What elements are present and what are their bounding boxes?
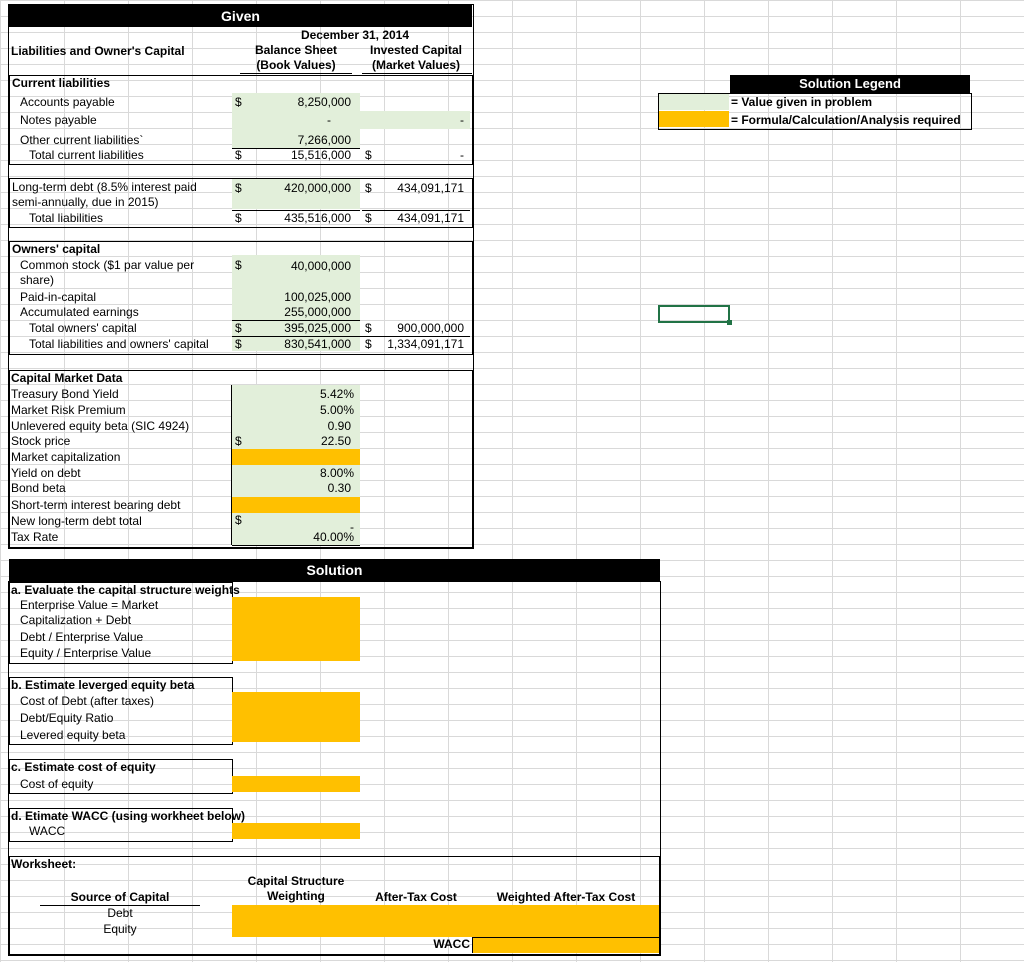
label-yield-on-debt: Yield on debt [11, 466, 81, 480]
col-source-of-capital: Source of Capital [70, 890, 170, 904]
formula-cells-a[interactable] [232, 597, 360, 661]
section-c-heading: c. Estimate cost of equity [11, 760, 156, 774]
formula-cell-market-cap[interactable] [232, 449, 360, 465]
label-total-owners: Total owners' capital [29, 321, 137, 335]
formula-cells-worksheet[interactable] [232, 905, 659, 937]
dollar-nltd: $ [235, 513, 242, 527]
label-new-ltd: New long-term debt total [11, 514, 142, 528]
dollar-ltd: $ [235, 181, 242, 195]
label-notes-payable: Notes payable [20, 113, 97, 127]
value-tlo-market: 1,334,091,171 [387, 337, 464, 351]
col-book-header-1: Balance Sheet [254, 43, 338, 57]
worksheet-wacc-label: WACC [433, 937, 470, 951]
value-ueb: 0.90 [327, 419, 351, 433]
formula-cell-st-debt[interactable] [232, 497, 360, 513]
given-title-bar: Given [9, 5, 472, 27]
label-market-cap: Market capitalization [11, 450, 121, 464]
tax-rate-underline [232, 545, 360, 546]
dollar-toc-market: $ [365, 321, 372, 335]
col-weighted-after-tax-cost: Weighted After-Tax Cost [496, 890, 636, 904]
value-pic-book: 100,025,000 [284, 290, 351, 304]
value-tcl-book: 15,516,000 [290, 148, 351, 162]
label-total-current: Total current liabilities [29, 148, 144, 162]
label-mrp: Market Risk Premium [11, 403, 126, 417]
value-tl-market: 434,091,171 [397, 211, 464, 225]
col-after-tax-cost: After-Tax Cost [375, 890, 457, 904]
label-accounts-payable: Accounts payable [20, 95, 115, 109]
label-other-current: Other current liabilities` [20, 133, 144, 147]
worksheet-heading: Worksheet: [11, 857, 77, 871]
dollar-ap: $ [235, 95, 242, 109]
formula-cell-c[interactable] [232, 776, 360, 792]
label-wacc: WACC [29, 824, 66, 838]
formula-cell-worksheet-wacc[interactable] [472, 937, 659, 953]
section-b-heading: b. Estimate leverged equity beta [11, 678, 195, 692]
dollar-tl-market: $ [365, 211, 372, 225]
col-market-header-1: Invested Capital [369, 43, 463, 57]
label-ueb: Unlevered equity beta (SIC 4924) [11, 419, 190, 433]
value-ltd-book: 420,000,000 [284, 181, 351, 195]
value-tcl-market: - [460, 148, 464, 162]
label-levered-beta: Levered equity beta [20, 728, 126, 742]
formula-cells-b[interactable] [232, 692, 360, 742]
dollar-cs: $ [235, 258, 242, 272]
label-common-stock: Common stock ($1 par value per share) [20, 258, 195, 287]
dollar-tlo: $ [235, 337, 242, 351]
dollar-tlo-market: $ [365, 337, 372, 351]
value-np-book: - [327, 113, 331, 127]
label-debt-ev: Debt / Enterprise Value [20, 630, 144, 644]
label-de-ratio: Debt/Equity Ratio [20, 711, 114, 725]
dollar-toc: $ [235, 321, 242, 335]
formula-cell-d[interactable] [232, 823, 360, 839]
dollar-ltd-market: $ [365, 181, 372, 195]
label-tby: Treasury Bond Yield [11, 387, 119, 401]
col-capital-structure-1: Capital Structure [247, 874, 345, 888]
value-toc-market: 900,000,000 [397, 321, 464, 335]
value-tby: 5.42% [319, 387, 354, 401]
label-accumulated-earnings: Accumulated earnings [20, 305, 139, 319]
current-liabilities-heading: Current liabilities [12, 76, 111, 90]
value-ap-book: 8,250,000 [297, 95, 351, 109]
value-tl-book: 435,516,000 [284, 211, 351, 225]
value-ae-book: 255,000,000 [284, 305, 351, 319]
col-market-header-2: (Market Values) [371, 58, 461, 72]
section-header-liabilities: Liabilities and Owner's Capital [11, 44, 185, 58]
section-d-heading: d. Etimate WACC (using workheet below) [11, 809, 246, 823]
label-enterprise-value: Enterprise Value = Market Capitalization + Debt [20, 598, 159, 627]
value-yield-on-debt: 8.00% [319, 466, 354, 480]
label-equity-ev: Equity / Enterprise Value [20, 646, 152, 660]
value-mrp: 5.00% [319, 403, 354, 417]
legend-swatch-formula [659, 111, 729, 127]
legend-given-text: = Value given in problem [731, 95, 873, 109]
dollar-tcl: $ [235, 148, 242, 162]
label-cost-of-debt: Cost of Debt (after taxes) [20, 694, 155, 708]
value-new-ltd: - [350, 520, 354, 534]
label-total-liabilities: Total liabilities [29, 211, 104, 225]
value-tlo-book: 830,541,000 [284, 337, 351, 351]
value-ltd-market: 434,091,171 [397, 181, 464, 195]
legend-formula-text: = Formula/Calculation/Analysis required [731, 113, 961, 127]
legend-title-bar: Solution Legend [730, 75, 970, 93]
value-stock-price: 22.50 [320, 434, 351, 448]
label-bond-beta: Bond beta [11, 481, 66, 495]
value-toc-book: 395,025,000 [284, 321, 351, 335]
balance-date: December 31, 2014 [300, 28, 410, 42]
value-bond-beta: 0.30 [327, 481, 351, 495]
label-paid-in-capital: Paid-in-capital [20, 290, 97, 304]
label-cost-of-equity: Cost of equity [20, 777, 94, 791]
dollar-sp: $ [235, 434, 242, 448]
cmd-heading: Capital Market Data [11, 371, 123, 385]
label-stock-price: Stock price [11, 434, 71, 448]
header-underline-market [362, 73, 472, 74]
dollar-tl: $ [235, 211, 242, 225]
label-tax-rate: Tax Rate [11, 530, 59, 544]
label-total-liab-owners: Total liabilities and owners' capital [29, 337, 209, 351]
solution-title-bar: Solution [9, 559, 660, 581]
col-book-header-2: (Book Values) [256, 58, 336, 72]
header-underline-book [240, 73, 352, 74]
label-ltd: Long-term debt (8.5% interest paid semi-annually, due in 2015) [12, 180, 197, 209]
selected-cell[interactable] [658, 305, 730, 323]
owners-capital-heading: Owners' capital [12, 242, 101, 256]
value-cs-book: 40,000,000 [290, 259, 351, 273]
value-tax-rate: 40.00% [313, 530, 354, 544]
section-a-heading: a. Evaluate the capital structure weights [11, 583, 240, 597]
row-debt: Debt [107, 906, 133, 920]
dollar-tcl-market: $ [365, 148, 372, 162]
legend-swatch-given [659, 94, 729, 110]
col-capital-structure-2: Weighting [267, 889, 325, 903]
row-equity: Equity [103, 922, 137, 936]
value-ocl-book: 7,266,000 [297, 133, 351, 147]
value-np-market: - [460, 113, 464, 127]
label-st-debt: Short-term interest bearing debt [11, 498, 181, 512]
